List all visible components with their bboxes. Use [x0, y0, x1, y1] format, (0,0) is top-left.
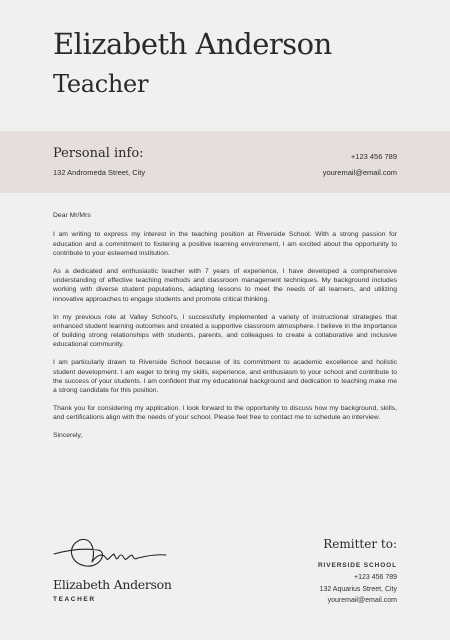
signature-role: TEACHER: [53, 596, 96, 603]
letter-greeting: Dear Mr/Mrs: [53, 212, 91, 219]
letter-paragraph: I am particularly drawn to Riverside School because of its commitment to academic excellence and holistic student development. I am eager to bring my skills, experience, and enthusiasm to your school and contribute to the success of your students. I am confident that my educational background and dedication to teaching make me a strong candidate for this position.: [53, 359, 397, 395]
personal-phone: +123 456 789: [350, 152, 397, 161]
letter-paragraph: Thank you for considering my application. I look forward to the opportunity to discuss how my background, skills, and certifications align with the needs of your school. Please feel free to contact me to schedule an interview.: [53, 405, 397, 422]
signature-name: Elizabeth Anderson: [53, 577, 172, 592]
remitter-email: youremail@email.com: [327, 597, 397, 605]
personal-address: 132 Andromeda Street, City: [53, 168, 146, 177]
letter-closing: Sincerely,: [53, 432, 83, 440]
handwritten-signature: [50, 528, 170, 572]
remitter-block: [318, 560, 397, 607]
letter-body: [53, 211, 397, 451]
remitter-label: Remitter to:: [323, 537, 397, 551]
personal-info-band: [0, 131, 450, 193]
remitter-phone: +123 456 789: [353, 573, 397, 581]
applicant-name: Elizabeth Anderson: [53, 27, 332, 61]
applicant-title: Teacher: [53, 70, 149, 98]
remitter-address: 132 Aquarius Street, City: [319, 585, 397, 593]
letter-paragraph: As a dedicated and enthusiastic teacher with 7 years of experience, I have developed a comprehensive understanding of effective teaching methods and classroom management techniques. My background includes working with diverse student populations, adapting lessons to meet the needs of all learners, and utilizing innovative approaches to engage students and promote critical thinking.: [53, 267, 397, 303]
remitter-school: RIVERSIDE SCHOOL: [317, 562, 397, 569]
personal-info-label: Personal info:: [53, 146, 144, 161]
personal-email: youremail@email.com: [322, 168, 397, 177]
letter-paragraph: In my previous role at Valley School's, I successfully implemented a variety of instructional strategies that enhanced student learning outcomes and created a supportive classroom atmosphere. I believe in the importance of building strong relationships with students, parents, and colleagues to create a collaborative and inclusive educational community.: [53, 313, 397, 349]
letter-paragraph: I am writing to express my interest in the teaching position at Riverside School. With a strong passion for education and a commitment to fostering a positive learning environment, I am excited about the opportunity to contribute to your esteemed institution.: [53, 231, 397, 257]
